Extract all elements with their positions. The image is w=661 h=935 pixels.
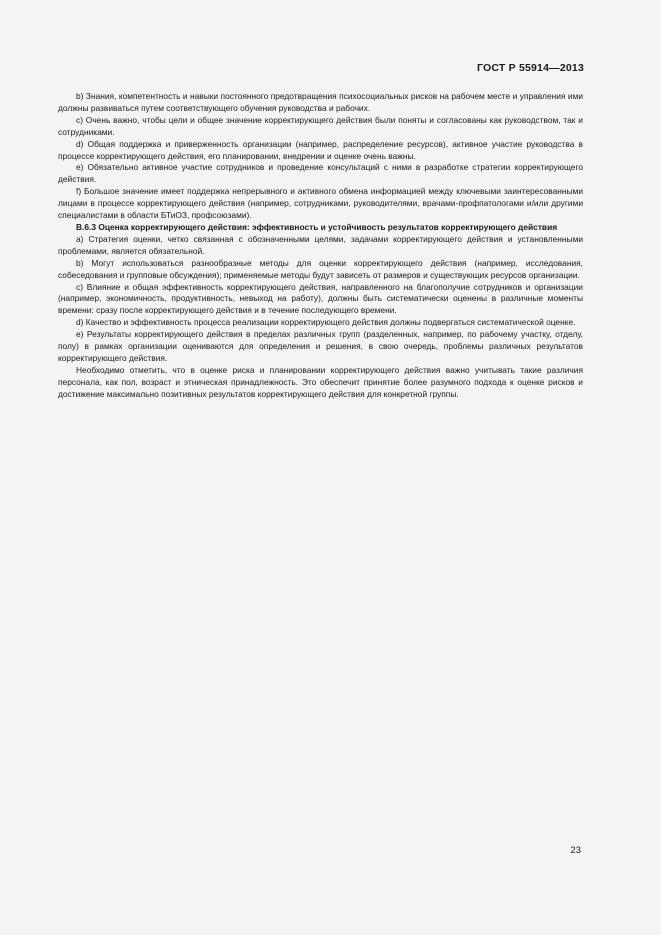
paragraph-e: e) Обязательно активное участие сотрудников и проведение консультаций с ними в разработке стратегии корректирующего действия. — [58, 162, 583, 185]
paragraph-c: c) Очень важно, чтобы цели и общее значение корректирующего действия были поняты и согласованы как руководством, так и сотрудниками. — [58, 114, 583, 137]
document-code: ГОСТ Р 55914—2013 — [476, 62, 584, 74]
paragraph-a-eval: a) Стратегия оценки, четко связанная с обозначенными целями, задачами корректирующего действия и установленными проблемами, является обязательной. — [58, 233, 583, 256]
paragraph-f: f) Большое значение имеет поддержка непрерывного и активного обмена информацией между ключевыми заинтересованными лицами в процессе корректирующего действия (например, сотрудниками, руководителями, врачами-профпатологами и/или другими специалистами в области БТиОЗ, профсоюзами). — [58, 186, 583, 221]
paragraph-b: b) Знания, компетентность и навыки постоянного предотвращения психосоциальных рисков на рабочем месте и управления ими должны развиваться путем соответствующего обучения руководства и рабочих. — [58, 91, 583, 113]
paragraph-d-eval: d) Качество и эффективность процесса реализации корректирующего действия должны подвергаться систематической оценке. — [76, 317, 576, 328]
page-number: 23 — [570, 845, 581, 856]
paragraph-c-eval: c) Влияние и общая эффективность корректирующего действия, направленного на благополучие сотрудников и организации (например, экономичность, продуктивность, невыход на работу), должны быть систематически оценены в различные моменты времени: сразу после корректирующего действия и в течение последующего времени. — [58, 281, 583, 316]
paragraph-d: d) Общая поддержка и приверженность организации (например, распределение ресурсов), активное участие руководства в процессе корректирующего действия, его планировании, внедрении и оценке очень важны. — [58, 138, 583, 161]
section-title-b63: В.6.3 Оценка корректирующего действия: эффективность и устойчивость результатов корректирующего действия — [76, 221, 558, 232]
paragraph-e-eval: e) Результаты корректирующего действия в пределах различных групп (разделенных, например, по рабочему участку, отделу, полу) в рамках организации оцениваются для определения и решения, в свою очередь, проблемы различных результатов корректирующего действия. — [58, 329, 583, 363]
body-text — [58, 91, 583, 401]
paragraph-note: Необходимо отметить, что в оценке риска и планировании корректирующего действия важно учитывать такие различия персонала, как пол, возраст и этническая принадлежность. Это обеспечит принятие более разумного подхода к оценке рисков и достижение максимально позитивных результатов корректирующего действия для конкретной группы. — [58, 364, 583, 399]
paragraph-b-eval: b) Могут использоваться разнообразные методы для оценки корректирующего действия (например, исследования, собеседования и групповые обсуждения); применяемые методы будут зависеть от размеров и существующих ресурсов организации. — [58, 257, 583, 280]
